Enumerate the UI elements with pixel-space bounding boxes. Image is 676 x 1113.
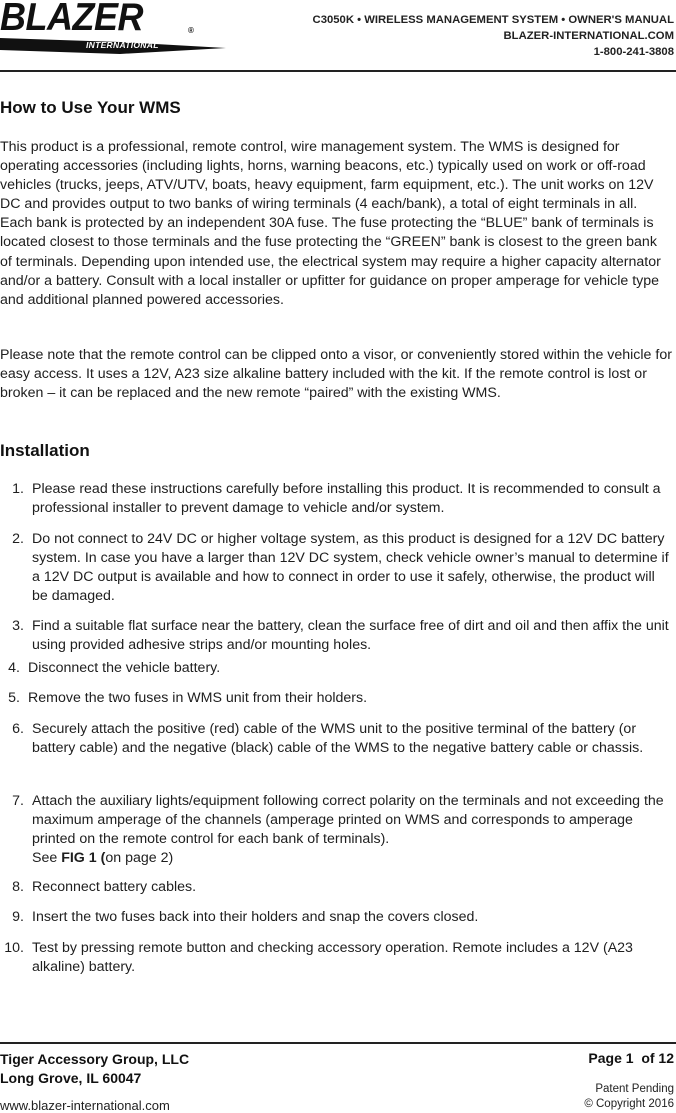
copyright-notice: © Copyright 2016 [584,1098,674,1110]
logo-registered-mark: ® [188,26,194,35]
step-text: Test by pressing remote button and checking accessory operation. Remote includes a 12V (A23 alkaline) battery. [32,940,633,976]
step-number: 9. [12,909,24,925]
step-text-block [32,792,672,868]
footer-legal [584,1082,674,1112]
step-number: 3. [12,618,24,634]
step-number: 1. [12,481,24,497]
step-number: 2. [12,531,24,547]
header-info [313,12,674,60]
step-text: Attach the auxiliary lights/equipment following correct polarity on the terminals and not exceeding the maximum amperage of the channels (amperage printed on WMS and corresponds to amperage printed on the remote control for each bank of terminals). [32,793,664,848]
footer-company-block [0,1050,189,1088]
header-phone: 1-800-241-3808 [593,46,674,58]
footer-website: www.blazer-international.com [0,1098,170,1113]
step-text: Please read these instructions carefully before installing this product. It is recommended to consult a professional installer to prevent damage to vehicle and/or system. [32,481,661,517]
step-text: Find a suitable flat surface near the battery, clean the surface free of dirt and oil and then affix the unit using provided adhesive strips and/or mounting holes. [32,618,669,654]
header-divider [0,70,676,72]
step-text: Do not connect to 24V DC or higher voltage system, as this product is designed for a 12V DC battery system. In case you have a larger than 12V DC system, check vehicle owner’s manual to determine if a 12V DC output is available and how to connect in order to use it safely, otherwise, the product will be damaged. [32,531,669,605]
document-title: C3050K • WIRELESS MANAGEMENT SYSTEM • OWNER'S MANUAL [312,14,674,26]
footer-divider [0,1042,676,1044]
step-text: Disconnect the vehicle battery. [28,660,221,676]
logo-wordmark: BLAZER [0,0,143,39]
blazer-logo [0,0,230,58]
see-prefix: See [32,850,62,867]
header-website: BLAZER-INTERNATIONAL.COM [503,30,674,42]
step-text: Insert the two fuses back into their holders and snap the covers closed. [32,909,479,925]
figure-reference: FIG 1 ( [61,850,106,867]
step-number: 10. [4,940,24,956]
step-text: Reconnect battery cables. [32,879,197,895]
step-text: Remove the two fuses in WMS unit from their holders. [28,690,368,706]
step-text: Securely attach the positive (red) cable of the WMS unit to the positive terminal of the battery (or battery cable) and the negative (black) cable of the WMS to the negative battery cable or chassis. [32,721,644,757]
how-to-paragraph-1: This product is a professional, remote control, wire management system. The WMS is designed for operating accessories (including lights, horns, warning beacons, etc.) typically used on work or off-road vehicles (trucks, jeeps, ATV/UTV, boats, heavy equipment, farm equipment, etc.). The unit works on 12V DC and provides output to two banks of wiring terminals (4 each/bank), a total of eight terminals in all. Each bank is protected by an independent 30A fuse. The fuse protecting the “BLUE” bank of terminals is located closest to those terminals and the fuse protecting the “GREEN” bank is closest to the green bank of terminals. Depending upon intended use, the electrical system may require a higher capacity alternator and/or a battery. Consult with a local installer or upfitter for guidance on proper amperage for vehicle type and additional planned powered accessories. [0,139,661,308]
patent-notice: Patent Pending [595,1083,674,1095]
footer-company: Tiger Accessory Group, LLC [0,1051,190,1067]
logo-subtext: INTERNATIONAL [86,40,159,50]
step-number: 8. [12,879,24,895]
installation-heading: Installation [0,441,90,460]
step-number: 4. [8,660,20,676]
page-number: Page 1 of 12 [588,1050,674,1066]
how-to-paragraph-2: Please note that the remote control can be clipped onto a visor, or conveniently stored within the vehicle for easy access. It uses a 12V, A23 size alkaline battery included with the kit. If the remote control is lost or broken – it can be replaced and the new remote “paired” with the existing WMS. [0,347,672,402]
footer-location: Long Grove, IL 60047 [0,1070,142,1086]
step-number: 5. [8,690,20,706]
page-header [0,0,676,72]
see-suffix: on page 2) [105,850,174,867]
step-number: 7. [12,793,24,809]
how-to-heading: How to Use Your WMS [0,98,181,117]
step-number: 6. [12,721,24,737]
